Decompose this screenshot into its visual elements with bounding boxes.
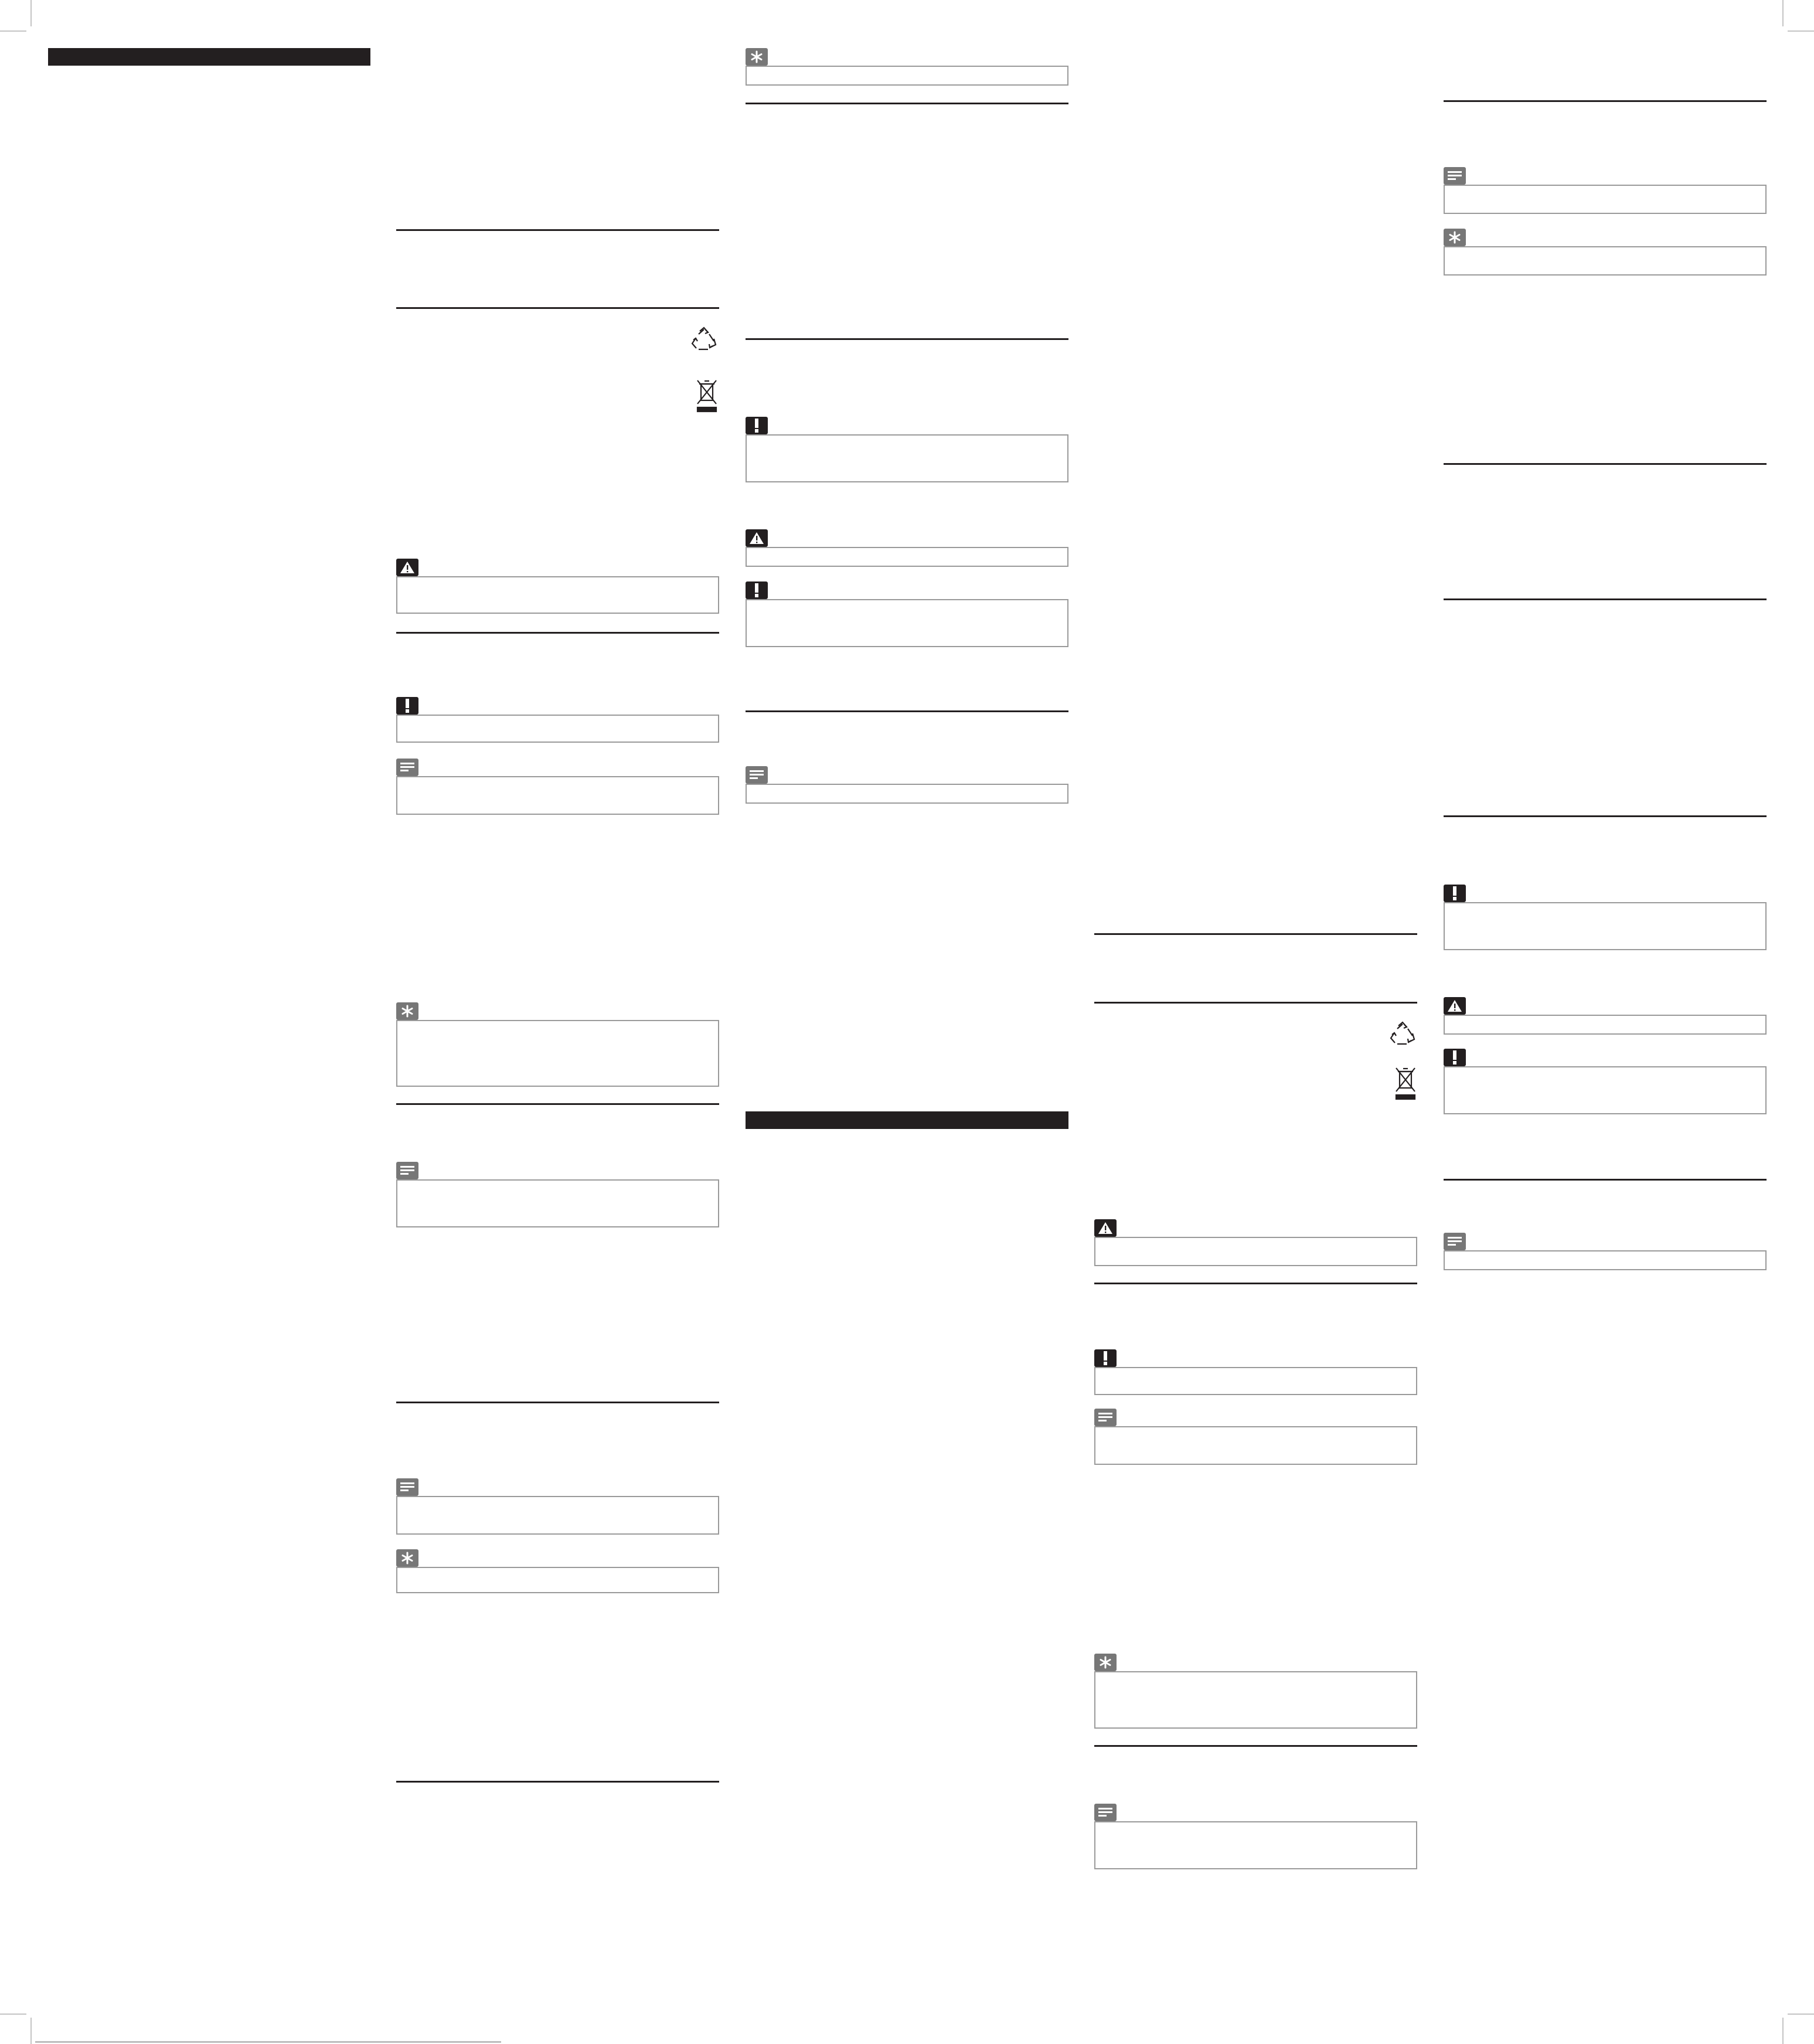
note-box: [396, 776, 719, 815]
caution-box: [1444, 1066, 1767, 1114]
tip-asterisk-icon: [746, 48, 768, 66]
crop-mark: [1788, 2014, 1814, 2015]
recycle-icon: [1389, 1021, 1416, 1047]
note-lines-icon: [396, 759, 418, 776]
crop-mark: [1788, 30, 1814, 32]
section-rule: [1444, 100, 1767, 102]
language-section-banner: [746, 1111, 1068, 1129]
section-rule: [396, 1103, 719, 1105]
exclamation-icon: [746, 417, 768, 434]
caution-box: [1094, 1367, 1417, 1395]
section-rule: [396, 632, 719, 634]
section-rule: [396, 1402, 719, 1403]
warning-triangle-icon: [746, 529, 768, 547]
warning-triangle-icon: [1094, 1219, 1117, 1237]
note-lines-icon: [746, 766, 768, 784]
section-rule: [1094, 1745, 1417, 1747]
warning-triangle-icon: [396, 559, 418, 576]
note-lines-icon: [1444, 1233, 1466, 1250]
section-rule: [1444, 463, 1767, 465]
tip-box: [396, 1567, 719, 1593]
section-rule: [1444, 815, 1767, 817]
note-lines-icon: [396, 1162, 418, 1179]
note-box: [746, 784, 1068, 804]
section-rule: [396, 229, 719, 231]
section-rule: [396, 307, 719, 309]
exclamation-icon: [746, 581, 768, 599]
section-rule: [746, 710, 1068, 712]
exclamation-icon: [396, 697, 418, 715]
tip-box: [746, 66, 1068, 86]
note-box: [1094, 1426, 1417, 1465]
exclamation-icon: [1094, 1349, 1117, 1367]
crop-mark: [0, 30, 26, 32]
exclamation-icon: [1444, 885, 1466, 902]
note-box: [1094, 1821, 1417, 1869]
section-rule: [1444, 598, 1767, 600]
note-lines-icon: [1444, 167, 1466, 185]
caution-box: [746, 434, 1068, 482]
exclamation-icon: [1444, 1049, 1466, 1066]
note-lines-icon: [1094, 1409, 1117, 1426]
caution-box: [396, 715, 719, 743]
note-box: [396, 1496, 719, 1535]
warning-triangle-icon: [1444, 997, 1466, 1015]
warning-box: [746, 547, 1068, 567]
section-rule: [1094, 1002, 1417, 1004]
section-rule: [1444, 1179, 1767, 1181]
crop-mark: [1782, 0, 1784, 26]
recycle-icon: [690, 326, 717, 353]
crossed-out-bin-icon: [1394, 1066, 1417, 1101]
note-box: [1444, 185, 1767, 214]
section-rule: [396, 1781, 719, 1783]
tip-box: [1094, 1671, 1417, 1729]
tip-box: [1444, 246, 1767, 276]
crossed-out-bin-icon: [695, 378, 719, 413]
note-lines-icon: [396, 1478, 418, 1496]
cover-title-banner: [48, 48, 370, 66]
crop-mark: [30, 2018, 32, 2044]
tip-asterisk-icon: [396, 1549, 418, 1567]
warning-box: [1094, 1237, 1417, 1266]
tip-asterisk-icon: [1094, 1654, 1117, 1671]
tip-asterisk-icon: [396, 1002, 418, 1020]
caution-box: [746, 599, 1068, 647]
warning-box: [1444, 1015, 1767, 1035]
note-box: [396, 1179, 719, 1227]
crop-mark: [30, 0, 32, 26]
tip-asterisk-icon: [1444, 229, 1466, 246]
section-rule: [746, 103, 1068, 104]
caution-box: [1444, 902, 1767, 950]
footer-rule: [35, 2041, 501, 2043]
section-rule: [746, 338, 1068, 340]
note-box: [1444, 1250, 1767, 1270]
note-lines-icon: [1094, 1804, 1117, 1821]
tip-box: [396, 1020, 719, 1087]
crop-mark: [1782, 2018, 1784, 2044]
crop-mark: [0, 2014, 26, 2015]
section-rule: [1094, 1283, 1417, 1284]
warning-box: [396, 576, 719, 614]
section-rule: [1094, 933, 1417, 935]
